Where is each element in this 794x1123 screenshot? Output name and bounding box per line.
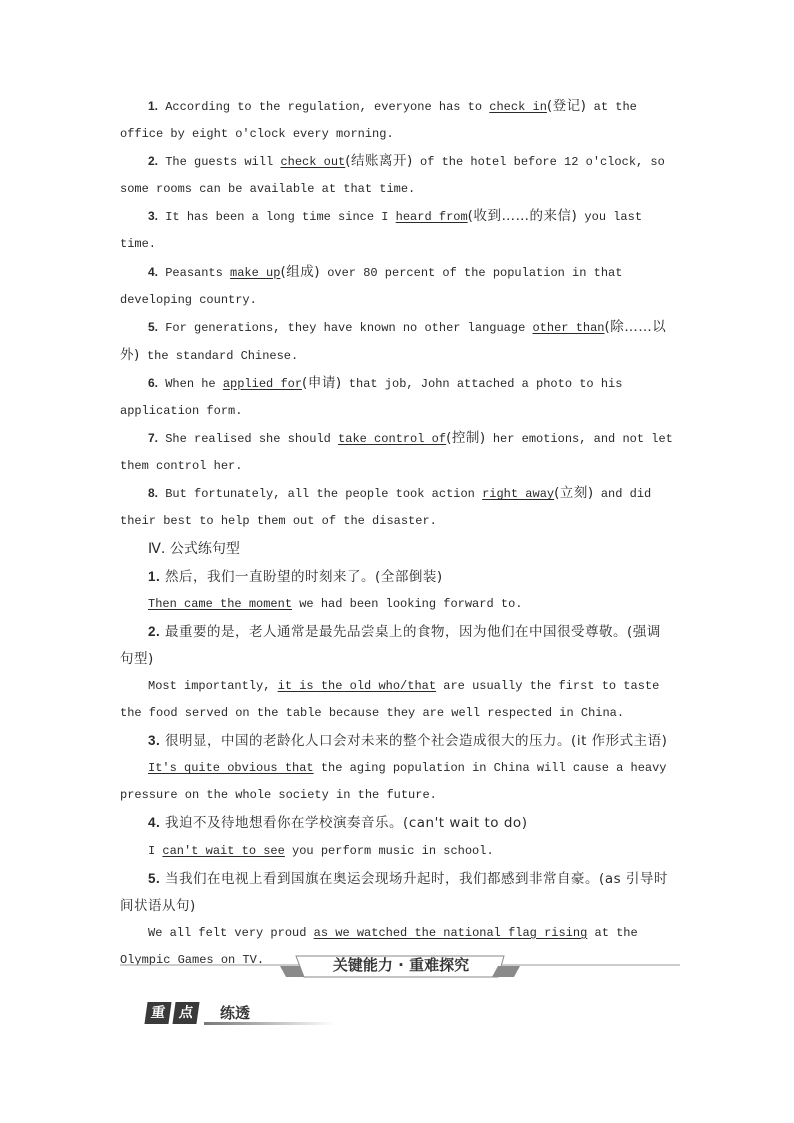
chinese-gloss: (立刻) (554, 485, 594, 502)
sentence-text: and did their best to help them out of the disaster. (120, 487, 659, 529)
sentence-text: But fortunately, all the people took action (158, 487, 483, 502)
sentence-item (120, 259, 674, 314)
chinese-gloss: (结账离开) (345, 153, 413, 170)
sentence-item (120, 425, 681, 480)
badge-underline (204, 1022, 334, 1025)
exercise-prompt (120, 809, 674, 837)
chinese-gloss: (登记) (546, 98, 587, 114)
badge-char-1: 重 (144, 1002, 171, 1024)
answer-phrase: as we watched the national flag rising (313, 925, 588, 940)
answer-text: We all felt very proud (148, 925, 314, 940)
sentence-item (120, 314, 674, 370)
prompt-text: 然后，我们一直盼望的时刻来了。(全部倒装) (160, 568, 443, 585)
prompt-text: 当我们在电视上看到国旗在奥运会现场升起时，我们都感到非常自豪。(as 引导时间状语从句) (120, 870, 668, 914)
answer-text: the aging population in China will cause a heavy pressure on the whole society in the future. (120, 761, 674, 803)
answer-phrase: can't wait to see (162, 843, 285, 858)
answer-text: Most importantly, (148, 678, 278, 693)
item-number: 1. (148, 568, 161, 584)
exercise-answer (120, 591, 674, 618)
answer-phrase: It's quite obvious that (148, 761, 314, 776)
answer-text: at the Olympic Games on TV. (120, 925, 645, 967)
sentence-text: her emotions, and not let them control her. (120, 432, 681, 474)
item-number: 6. (148, 375, 159, 390)
answer-phrase: heard from (395, 210, 468, 225)
answer-phrase: make up (230, 265, 281, 280)
badge-label: 练透 (220, 1004, 251, 1022)
item-number: 4. (148, 264, 159, 279)
exercise-content (120, 93, 681, 974)
answer-text: I (148, 843, 163, 858)
sentence-text: you last time. (120, 210, 650, 252)
answer-phrase: check out (280, 155, 346, 170)
section-heading: Ⅳ. 公式练句型 (148, 540, 240, 557)
chinese-gloss: (控制) (446, 430, 486, 447)
answer-text: are usually the first to taste the food served on the table because they are well respected in China. (120, 678, 667, 721)
sentence-text: the standard Chinese. (139, 348, 299, 363)
sentence-text: over 80 percent of the population in that developing country. (120, 265, 630, 307)
sentence-item (120, 480, 674, 535)
sentence-text: When he (158, 376, 223, 391)
chinese-gloss: (申请) (302, 374, 342, 391)
item-number: 3. (148, 209, 159, 224)
badge-char-2: 点 (172, 1002, 199, 1024)
sentence-text: For generations, they have known no other language (158, 320, 533, 335)
sentence-text: that job, John attached a photo to his application form. (120, 376, 630, 419)
divider-title: 关键能力 · 重难探究 (332, 956, 470, 974)
answer-phrase: check in (489, 100, 547, 114)
item-number: 5. (148, 319, 159, 334)
item-number: 1. (148, 99, 159, 113)
exercise-answer (120, 838, 674, 865)
sentence-item (120, 93, 674, 148)
chinese-gloss: (组成) (280, 263, 320, 280)
key-point-badge (146, 1000, 326, 1026)
exercise-prompt (120, 618, 674, 673)
answer-phrase: applied for (222, 376, 303, 391)
prompt-text: 我迫不及待地想看你在学校演奏音乐。(can't wait to do) (160, 815, 528, 832)
exercise-prompt (120, 563, 674, 591)
sentence-text: The guests will (158, 155, 281, 170)
prompt-text: 最重要的是，老人通常是最先品尝桌上的食物，因为他们在中国很受尊敬。(强调句型) (120, 623, 661, 667)
sentence-item (120, 203, 674, 258)
item-number: 8. (148, 486, 159, 501)
item-number: 2. (148, 154, 159, 169)
sentence-text: of the hotel before 12 o'clock, so some rooms can be available at that time. (120, 155, 673, 197)
item-number: 2. (148, 623, 161, 639)
exercise-answer (120, 673, 674, 727)
answer-phrase: it is the old who/that (277, 678, 437, 693)
answer-phrase: right away (482, 487, 555, 502)
chinese-gloss: (除……以外) (120, 318, 667, 363)
sentence-item (120, 148, 674, 203)
sentence-text: Peasants (158, 265, 231, 280)
item-number: 4. (148, 815, 161, 831)
sentence-item (120, 370, 674, 425)
exercise-prompt (120, 865, 674, 920)
item-number: 3. (148, 733, 161, 749)
sentence-text: According to the regulation, everyone has to (158, 100, 490, 114)
exercise-prompt (120, 727, 674, 755)
sentence-text: at the office by eight o'clock every morning. (120, 100, 645, 142)
chinese-gloss: (收到……的来信) (467, 208, 578, 225)
section-divider (120, 953, 680, 981)
item-number: 5. (148, 870, 161, 886)
answer-text: we had been looking forward to. (292, 596, 523, 611)
answer-text: you perform music in school. (284, 843, 494, 858)
sentence-text: It has been a long time since I (158, 210, 396, 225)
prompt-text: 很明显，中国的老龄化人口会对未来的整个社会造成很大的压力。(it 作形式主语) (160, 733, 668, 750)
item-number: 7. (148, 431, 159, 446)
exercise-answer (120, 755, 674, 809)
sentence-text: She realised she should (158, 432, 339, 447)
answer-phrase: take control of (338, 432, 447, 447)
answer-phrase: Then came the moment (148, 596, 293, 611)
answer-phrase: other than (532, 320, 605, 335)
